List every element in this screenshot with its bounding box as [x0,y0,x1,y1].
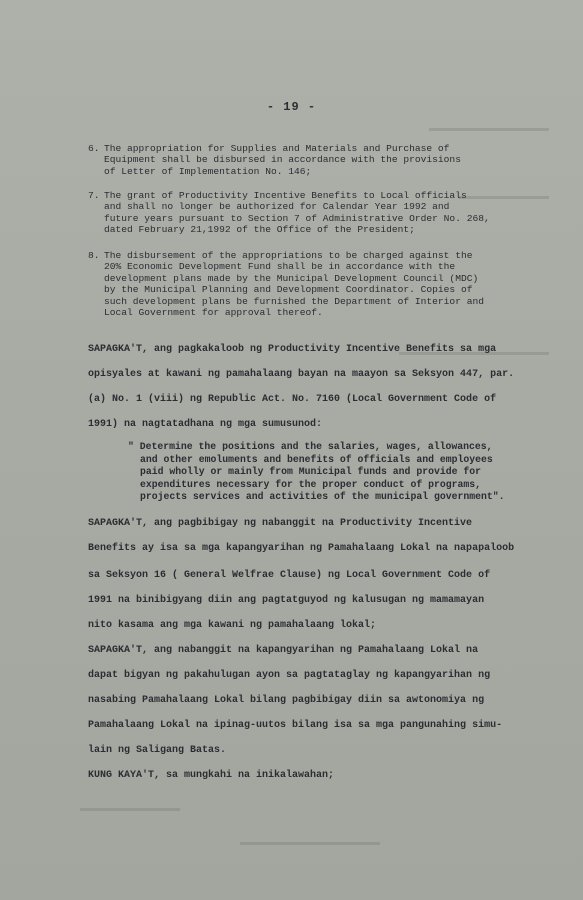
quote-line: paid wholly or mainly from Municipal funds and provide for [140,466,481,478]
item-line: and shall no longer be authorized for Calendar Year 1992 and [104,201,450,213]
quote-line: " Determine the positions and the salaries, wages, allowances, [128,441,493,452]
whereas-paragraph-line: 1991 na binibigyang diin ang pagtatguyod ng kalusugan ng mamamayan [88,595,485,606]
item-line: The grant of Productivity Incentive Benefits to Local officials [104,190,467,201]
whereas-paragraph-line: sa Seksyon 16 ( General Welfrae Clause) ng Local Government Code of [88,570,491,581]
item-line: development plans made by the Municipal Development Council (MDC) [104,272,479,284]
quote-line: projects services and activities of the municipal government". [140,491,505,503]
whereas-paragraph-line: (a) No. 1 (viii) ng Republic Act. No. 7160 (Local Government Code of [88,394,497,405]
whereas-paragraph-line: SAPAGKA'T, ang pagkakaloob ng Productivity Incentive Benefits sa mga [88,344,497,355]
whereas-paragraph-line: 1991) na nagtatadhana ng mga sumusunod: [88,419,323,430]
whereas-paragraph-line: nasabing Pamahalaang Lokal bilang pagbibigay diin sa awtonomiya ng [88,695,485,706]
item-number: 6. [88,143,100,154]
whereas-paragraph-line: Benefits ay isa sa mga kapangyarihan ng Pamahalaang Lokal na napapaloob [88,543,515,554]
whereas-paragraph-line: SAPAGKA'T, ang nabanggit na kapangyarihan ng Pamahalaang Lokal na [88,645,479,656]
list-item-8 [88,250,484,318]
list-item-7 [88,190,490,236]
item-line: Equipment shall be disbursed in accordance with the provisions [104,154,461,166]
item-number: 8. [88,250,100,261]
list-item-6 [88,143,461,177]
whereas-paragraph-line: dapat bigyan ng pakahulugan ayon sa pagtataglay ng kapangyarihan ng [88,670,491,681]
item-line: of Letter of Implementation No. 146; [104,165,312,177]
item-line: 20% Economic Development Fund shall be in accordance with the [104,261,456,273]
item-line: by the Municipal Planning and Development Coordinator. Copies of [104,284,473,296]
whereas-paragraph-line: SAPAGKA'T, ang pagbibigay ng nabanggit na Productivity Incentive [88,518,473,529]
quoted-provision [128,441,505,504]
whereas-paragraph-line: nito kasama ang mga kawani ng pamahalaang lokal; [88,620,377,631]
page-number: - 19 - [266,100,317,114]
item-line: The appropriation for Supplies and Materials and Purchase of [104,143,450,154]
item-line: future years pursuant to Section 7 of Administrative Order No. 268, [104,212,490,224]
item-line: The disbursement of the appropriations to be charged against the [104,250,473,261]
item-number: 7. [88,190,100,201]
item-line: Local Government for approval thereof. [104,307,323,319]
quote-line: and other emoluments and benefits of officials and employees [140,453,493,465]
bleedthrough-mark [429,128,549,131]
whereas-paragraph-line: Pamahalaang Lokal na ipinag-uutos bilang isa sa mga pangunahing simu- [88,720,503,731]
bleedthrough-mark [80,808,180,811]
whereas-paragraph-line: lain ng Saligang Batas. [88,745,227,756]
closing-line: KUNG KAYA'T, sa mungkahi na inikalawahan; [88,770,335,781]
item-line: dated February 21,1992 of the Office of the President; [104,224,415,236]
bleedthrough-mark [240,842,380,845]
whereas-paragraph-line: opisyales at kawani ng pamahalaang bayan na maayon sa Seksyon 447, par. [88,369,515,380]
quote-line: expenditures necessary for the proper conduct of programs, [140,478,481,490]
item-line: such development plans be furnished the Department of Interior and [104,295,484,307]
